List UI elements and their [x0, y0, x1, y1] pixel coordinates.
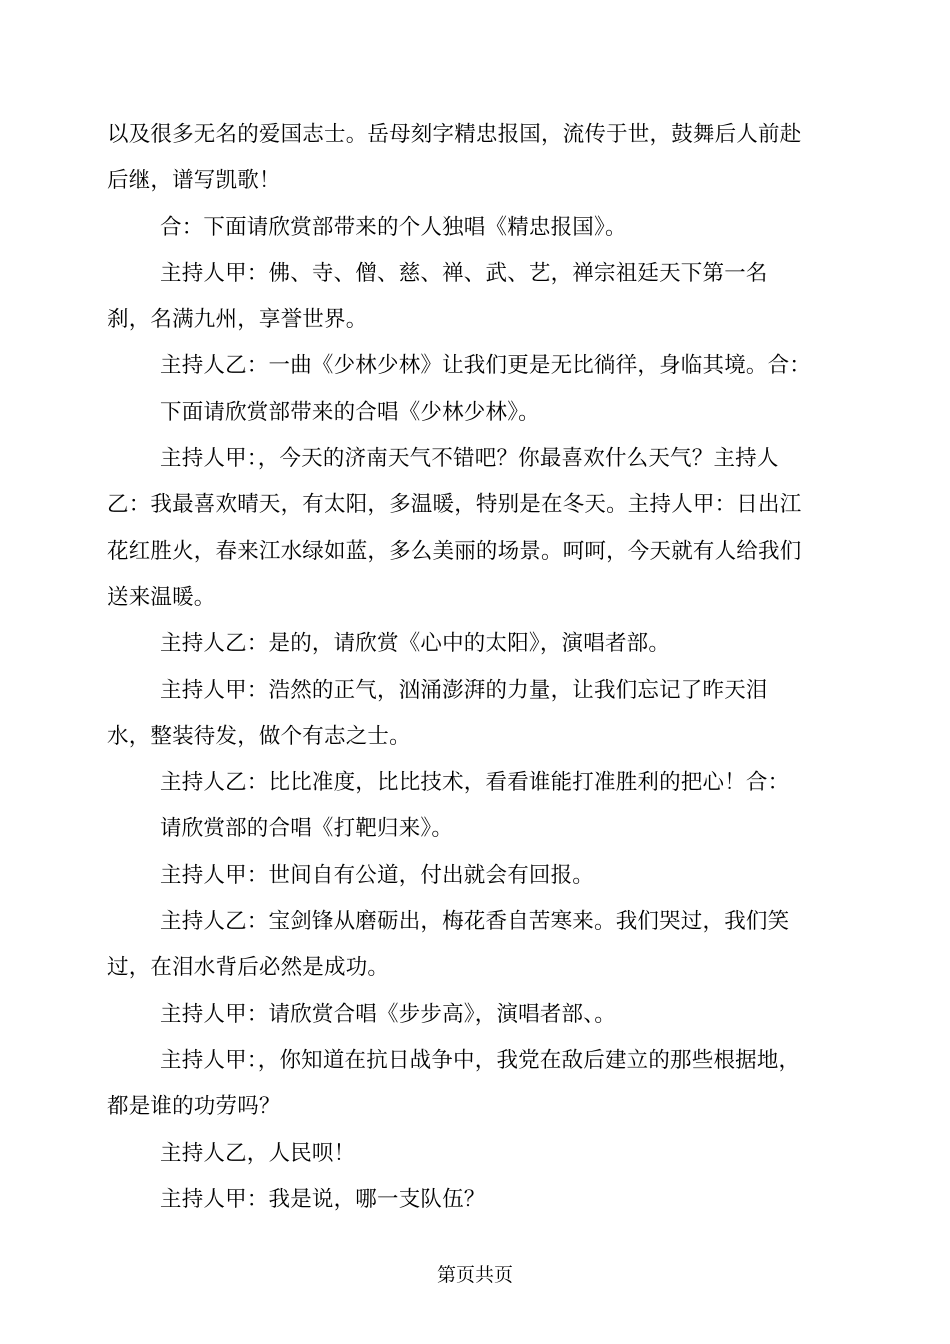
- text-line: 主持人甲：佛、寺、僧、慈、禅、武、艺，禅宗祖廷天下第一名: [160, 260, 768, 286]
- text-line: 送来温暖。: [107, 584, 216, 610]
- text-line: 主持人甲：请欣赏合唱《步步高》，演唱者部、。: [160, 1001, 616, 1027]
- text-line: 主持人甲：，你知道在抗日战争中，我党在敌后建立的那些根据地，: [160, 1047, 801, 1073]
- text-line: 合：下面请欣赏部带来的个人独唱《精忠报国》。: [160, 214, 627, 240]
- text-line: 主持人乙：宝剑锋从磨砺出，梅花香自苦寒来。我们哭过，我们笑: [160, 909, 790, 935]
- text-line: 后继，谱写凯歌！: [107, 168, 281, 194]
- text-line: 主持人甲：世间自有公道，付出就会有回报。: [160, 862, 595, 888]
- text-line: 请欣赏部的合唱《打靶归来》。: [160, 816, 454, 842]
- text-line: 以及很多无名的爱国志士。岳母刻字精忠报国，流传于世，鼓舞后人前赴: [107, 122, 802, 147]
- text-line: 刹，名满九州，享誉世界。: [107, 307, 368, 333]
- page-number-label: 第页共页: [436, 1264, 513, 1286]
- text-line: 主持人甲：，今天的济南天气不错吧？你最喜欢什么天气？主持人: [160, 446, 779, 472]
- text-line: 下面请欣赏部带来的合唱《少林少林》。: [160, 399, 540, 425]
- text-line: 过，在泪水背后必然是成功。: [107, 955, 390, 981]
- text-line: 主持人乙：一曲《少林少林》让我们更是无比徜徉，身临其境。合：: [160, 353, 812, 379]
- text-line: 水，整装待发，做个有志之士。: [107, 723, 411, 749]
- text-line: 主持人乙：比比准度，比比技术，看看谁能打准胜利的把心！合：: [160, 770, 790, 796]
- document-body: [107, 112, 837, 1223]
- page-footer: [0, 1260, 950, 1290]
- text-line: 主持人乙，人民呗！: [160, 1140, 356, 1166]
- text-line: 主持人甲：我是说，哪一支队伍？: [160, 1186, 486, 1212]
- text-line: 花红胜火，春来江水绿如蓝，多么美丽的场景。呵呵，今天就有人给我们: [107, 538, 802, 564]
- text-line: 都是谁的功劳吗？: [107, 1094, 281, 1120]
- text-line: 乙：我最喜欢晴天，有太阳，多温暖，特别是在冬天。主持人甲：日出江: [107, 492, 802, 518]
- text-line: 主持人甲：浩然的正气，汹涌澎湃的力量，让我们忘记了昨天泪: [160, 677, 768, 703]
- text-line: 主持人乙：是的，请欣赏《心中的太阳》，演唱者部。: [160, 631, 671, 657]
